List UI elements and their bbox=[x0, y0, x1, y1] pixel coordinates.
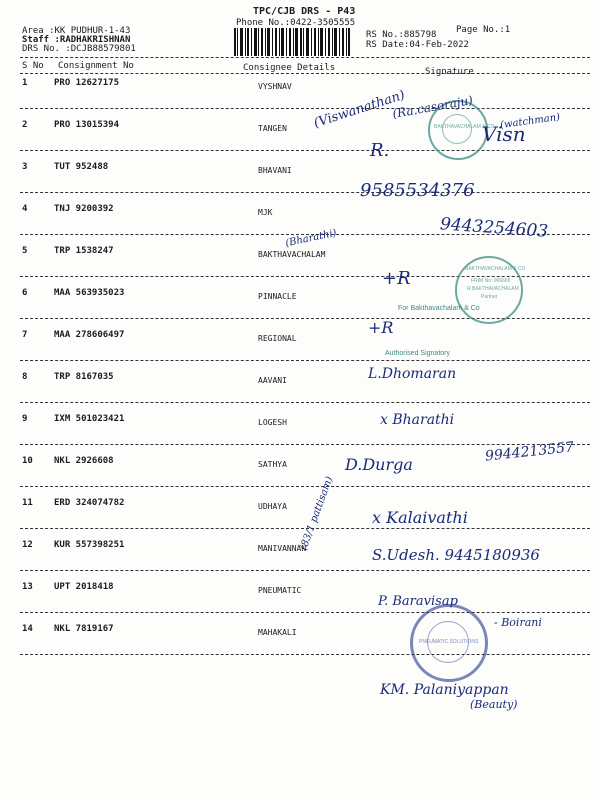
rs-number: RS No.:885798 bbox=[366, 30, 437, 40]
row-number: 12 bbox=[22, 540, 33, 550]
consignee-name: SATHYA bbox=[258, 460, 287, 469]
row-divider bbox=[20, 402, 590, 403]
col-sno: S No bbox=[22, 61, 44, 71]
handwriting-r12b: - Boirani bbox=[494, 616, 542, 629]
handwriting-r3: 9585534376 bbox=[360, 180, 475, 201]
col-consignment: Consignment No bbox=[58, 61, 134, 71]
consignee-name: PNEUMATIC bbox=[258, 586, 302, 595]
handwriting-r14b: (Beauty) bbox=[470, 698, 518, 711]
consignment-number: TNJ 9200392 bbox=[54, 204, 114, 214]
consignment-number: TRP 8167035 bbox=[54, 372, 114, 382]
consignment-number: NKL 7819167 bbox=[54, 624, 114, 634]
consignee-name: UDHAYA bbox=[258, 502, 287, 511]
consignee-name: TANGEN bbox=[258, 124, 287, 133]
row-divider bbox=[20, 612, 590, 613]
authorised-signatory: Authorised Signatory bbox=[385, 350, 450, 357]
consignment-number: MAA 563935023 bbox=[54, 288, 125, 298]
consignment-number: PRO 12627175 bbox=[54, 78, 120, 88]
handwriting-r1b: (Ra.casoraju) bbox=[391, 93, 474, 121]
barcode bbox=[232, 28, 352, 56]
consignment-number: UPT 2018418 bbox=[54, 582, 114, 592]
stamp-2-line: BAKTHAVACHALAM & CO bbox=[465, 266, 526, 272]
handwriting-r11: S.Udesh. 9445180936 bbox=[372, 546, 540, 564]
handwriting-r12a: P. Baravisap bbox=[378, 594, 458, 609]
consignee-name: BAKTHAVACHALAM bbox=[258, 250, 326, 259]
col-signature: Signature bbox=[425, 67, 474, 77]
stamp-2-for: For Bakthavachalam & Co bbox=[398, 305, 480, 312]
handwriting-r1a: (Viswanathan) bbox=[312, 87, 407, 132]
area-field: Area :KK PUDHUR-1-43 bbox=[22, 26, 131, 36]
consignee-name: MAHAKALI bbox=[258, 628, 297, 637]
row-number: 2 bbox=[22, 120, 28, 130]
consignee-name: VYSHNAV bbox=[258, 82, 292, 91]
consignee-name: LOGESH bbox=[258, 418, 287, 427]
row-number: 13 bbox=[22, 582, 33, 592]
handwriting-r9a: D.Durga bbox=[345, 455, 413, 474]
consignment-number: IXM 501023421 bbox=[54, 414, 125, 424]
row-number: 6 bbox=[22, 288, 28, 298]
row-number: 1 bbox=[22, 78, 28, 88]
consignee-name: PINNACLE bbox=[258, 292, 297, 301]
row-number: 3 bbox=[22, 162, 28, 172]
row-number: 14 bbox=[22, 624, 33, 634]
consignee-name: BHAVANI bbox=[258, 166, 292, 175]
consignee-name: MJK bbox=[258, 208, 273, 217]
handwriting-r6: +R bbox=[368, 318, 394, 337]
header-divider-top bbox=[20, 57, 590, 58]
row-number: 5 bbox=[22, 246, 28, 256]
row-number: 8 bbox=[22, 372, 28, 382]
row-divider bbox=[20, 360, 590, 361]
document-title: TPC/CJB DRS - P43 bbox=[253, 6, 356, 17]
consignee-name: AAVANI bbox=[258, 376, 287, 385]
stamp-2-line: R.BAKTHAVACHALAM bbox=[467, 286, 519, 292]
consignment-number: PRO 13015394 bbox=[54, 120, 120, 130]
consignment-number: TUT 952488 bbox=[54, 162, 109, 172]
staff-field: Staff :RADHAKRISHNAN bbox=[22, 35, 131, 45]
drs-number: DRS No. :DCJB88579801 bbox=[22, 44, 136, 54]
stamp-2-line: Partner bbox=[481, 294, 498, 300]
phone-number: Phone No.:0422-3505555 bbox=[236, 18, 356, 28]
handwriting-r7: L.Dhomaran bbox=[368, 366, 457, 382]
handwriting-r5: +R bbox=[382, 268, 411, 289]
handwriting-r4a: (Bharathi) bbox=[284, 227, 338, 250]
handwriting-r9b: 9944213557 bbox=[484, 439, 575, 465]
consignment-number: NKL 2926608 bbox=[54, 456, 114, 466]
row-divider bbox=[20, 192, 590, 193]
consignee-name: REGIONAL bbox=[258, 334, 297, 343]
row-number: 10 bbox=[22, 456, 33, 466]
handwriting-r2: R. bbox=[370, 140, 390, 161]
row-divider bbox=[20, 108, 590, 109]
handwriting-r10a: (83/1 pattisam) bbox=[298, 475, 336, 552]
consignment-number: ERD 324074782 bbox=[54, 498, 125, 508]
row-number: 4 bbox=[22, 204, 28, 214]
handwriting-r10b: x Kalaivathi bbox=[372, 508, 468, 527]
row-number: 11 bbox=[22, 498, 33, 508]
handwriting-r4b: 9443254603 bbox=[439, 214, 549, 242]
stamp-1-text: BAKTHAVACHALAM & CO bbox=[434, 124, 495, 130]
row-divider bbox=[20, 570, 590, 571]
row-divider bbox=[20, 654, 590, 655]
row-number: 7 bbox=[22, 330, 28, 340]
col-consignee: Consignee Details bbox=[243, 63, 336, 73]
row-divider bbox=[20, 444, 590, 445]
handwriting-r1d: (watchman) bbox=[499, 111, 561, 132]
header-divider-bottom bbox=[20, 73, 590, 74]
rs-date: RS Date:04-Feb-2022 bbox=[366, 40, 469, 50]
handwriting-r14a: KM. Palaniyappan bbox=[380, 682, 509, 698]
row-number: 9 bbox=[22, 414, 28, 424]
stamp-2-line: FRIM No: 066665 bbox=[471, 278, 511, 284]
consignment-number: KUR 557398251 bbox=[54, 540, 125, 550]
stamp-2 bbox=[455, 256, 526, 324]
consignee-name: MANIVANNAN bbox=[258, 544, 307, 553]
row-divider bbox=[20, 150, 590, 151]
page-number: Page No.:1 bbox=[456, 25, 511, 35]
consignment-number: TRP 1538247 bbox=[54, 246, 114, 256]
stamp-3-text: PNEUMATIC SOLUTIONS bbox=[419, 639, 479, 645]
row-divider bbox=[20, 486, 590, 487]
consignment-number: MAA 278606497 bbox=[54, 330, 125, 340]
stamp-3 bbox=[410, 604, 488, 682]
handwriting-r8: x Bharathi bbox=[380, 412, 455, 428]
handwriting-r1c: Visn bbox=[482, 122, 526, 146]
